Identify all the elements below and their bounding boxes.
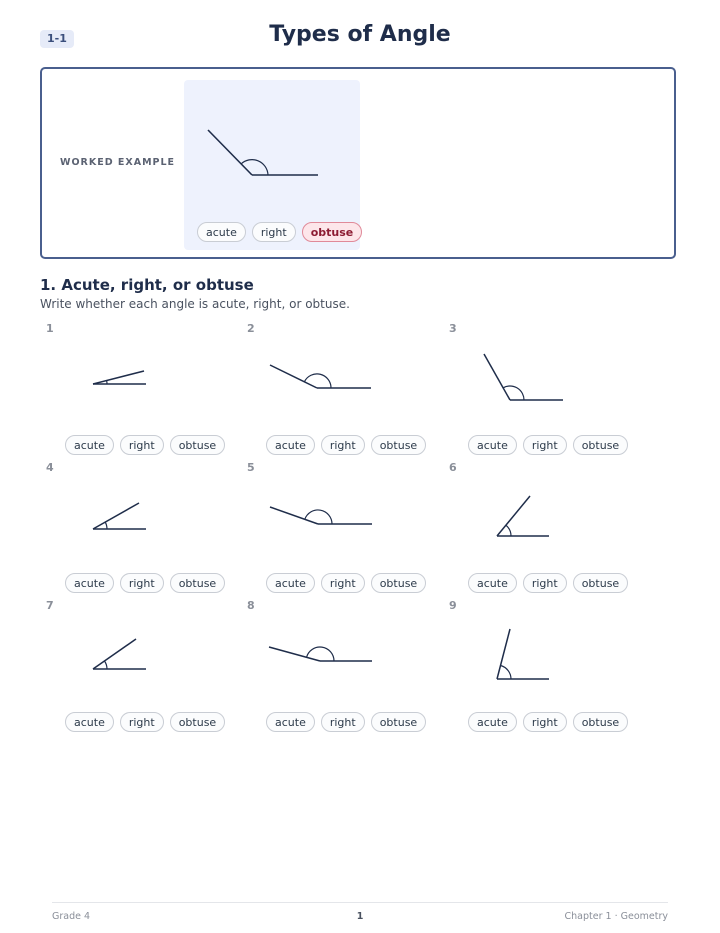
- section-heading: 1. Acute, right, or obtuse: [40, 276, 254, 294]
- answer-options: [266, 712, 426, 732]
- problem-4: [40, 461, 240, 599]
- worked-example-label: WORKED EXAMPLE: [60, 157, 176, 168]
- option-obtuse[interactable]: obtuse: [371, 573, 427, 593]
- angle-figure: [40, 599, 240, 699]
- angle-figure: [241, 461, 441, 561]
- answer-options: [468, 712, 628, 732]
- option-obtuse[interactable]: obtuse: [371, 435, 427, 455]
- answer-options: [266, 573, 426, 593]
- option-obtuse[interactable]: obtuse: [170, 712, 226, 732]
- option-acute[interactable]: acute: [468, 435, 517, 455]
- angle-figure: [40, 461, 240, 561]
- footer-grade: Grade 4: [52, 911, 91, 922]
- footer-divider: [52, 902, 668, 903]
- option-obtuse[interactable]: obtuse: [371, 712, 427, 732]
- option-obtuse-selected[interactable]: obtuse: [302, 222, 363, 242]
- problem-number: 1: [46, 322, 54, 335]
- angle-figure: [443, 322, 643, 422]
- problem-number: 8: [247, 599, 255, 612]
- answer-options: [65, 435, 225, 455]
- problem-8: [241, 599, 441, 737]
- option-right[interactable]: right: [523, 435, 567, 455]
- problem-number: 7: [46, 599, 54, 612]
- problem-5: [241, 461, 441, 599]
- worked-example-angle: [184, 80, 360, 220]
- footer-chapter: Chapter 1 · Geometry: [564, 911, 668, 922]
- answer-options: [468, 573, 628, 593]
- option-obtuse[interactable]: obtuse: [170, 573, 226, 593]
- worked-example-box: [40, 67, 676, 259]
- instructions: Write whether each angle is acute, right, or obtuse.: [40, 297, 350, 311]
- angle-figure: [40, 322, 240, 422]
- option-obtuse[interactable]: obtuse: [573, 573, 629, 593]
- answer-options: [65, 712, 225, 732]
- lesson-badge: 1-1: [40, 30, 74, 48]
- option-right[interactable]: right: [523, 573, 567, 593]
- option-right[interactable]: right: [120, 435, 164, 455]
- option-obtuse[interactable]: obtuse: [573, 712, 629, 732]
- problem-number: 2: [247, 322, 255, 335]
- option-right[interactable]: right: [321, 712, 365, 732]
- problem-2: [241, 322, 441, 460]
- answer-options: [65, 573, 225, 593]
- angle-figure: [241, 599, 441, 699]
- option-right[interactable]: right: [120, 712, 164, 732]
- option-right[interactable]: right: [523, 712, 567, 732]
- option-obtuse[interactable]: obtuse: [573, 435, 629, 455]
- problem-1: [40, 322, 240, 460]
- problem-9: [443, 599, 643, 737]
- worked-example-options: [197, 222, 362, 242]
- problem-number: 5: [247, 461, 255, 474]
- problem-6: [443, 461, 643, 599]
- option-acute[interactable]: acute: [65, 573, 114, 593]
- option-acute[interactable]: acute: [266, 712, 315, 732]
- option-acute[interactable]: acute: [468, 712, 517, 732]
- angle-figure: [443, 599, 643, 699]
- problem-7: [40, 599, 240, 737]
- problem-number: 6: [449, 461, 457, 474]
- footer-page-number: 1: [356, 911, 364, 922]
- option-acute[interactable]: acute: [266, 573, 315, 593]
- option-right[interactable]: right: [252, 222, 296, 242]
- option-acute[interactable]: acute: [266, 435, 315, 455]
- option-acute[interactable]: acute: [65, 712, 114, 732]
- angle-figure: [443, 461, 643, 561]
- worked-example-panel: [184, 80, 360, 250]
- option-acute[interactable]: acute: [65, 435, 114, 455]
- problem-3: [443, 322, 643, 460]
- option-acute[interactable]: acute: [468, 573, 517, 593]
- option-right[interactable]: right: [321, 435, 365, 455]
- answer-options: [468, 435, 628, 455]
- angle-figure: [241, 322, 441, 422]
- option-right[interactable]: right: [120, 573, 164, 593]
- problem-number: 9: [449, 599, 457, 612]
- answer-options: [266, 435, 426, 455]
- option-acute[interactable]: acute: [197, 222, 246, 242]
- option-right[interactable]: right: [321, 573, 365, 593]
- page-title: Types of Angle: [269, 22, 451, 47]
- option-obtuse[interactable]: obtuse: [170, 435, 226, 455]
- problem-number: 3: [449, 322, 457, 335]
- problem-number: 4: [46, 461, 54, 474]
